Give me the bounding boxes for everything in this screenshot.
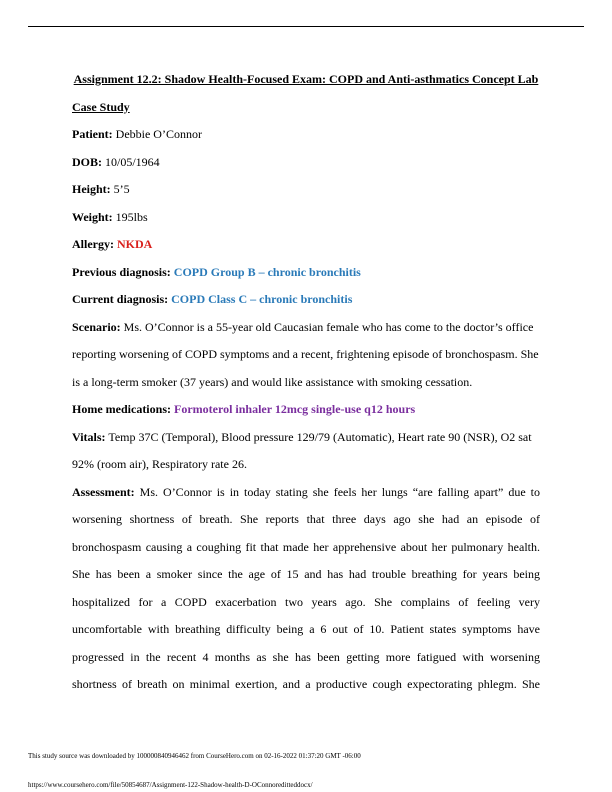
vitals-line-2: 92% (room air), Respiratory rate 26. [72,457,247,471]
home-medications-label: Home medications: [72,402,174,416]
height-line [72,176,540,204]
height-label: Height: [72,182,111,196]
weight-value: 195lbs [112,209,148,224]
current-diagnosis-line [72,286,540,314]
document-title: Assignment 12.2: Shadow Health-Focused Exam: COPD and Anti-asthmatics Concept Lab [73,72,539,86]
current-diagnosis-value: COPD Class C – chronic bronchitis [171,292,353,306]
assessment-line-3: bronchospasm causing a coughing fit that made her apprehensive about her pulmonary health. [72,539,540,554]
patient-value: Debbie O’Connor [112,127,202,141]
assessment-line-5: hospitalized for a COPD exacerbation two years ago. She complains of feeling very [72,594,540,609]
assessment-label: Assessment: [72,484,135,499]
current-diagnosis-label: Current diagnosis: [72,292,172,306]
assessment-line-4: She has been a smoker since the age of 15 and has had trouble breathing for years being [72,567,540,581]
dob-label: DOB: [72,154,102,169]
dob-line [72,149,540,177]
previous-diagnosis-value: COPD Group B – chronic bronchitis [173,264,361,279]
vitals-label: Vitals: [72,429,106,444]
scenario-label: Scenario: [72,319,121,334]
weight-line [72,204,540,232]
height-value: 5’5 [110,182,130,196]
vitals-text-1: Temp 37C (Temporal), Blood pressure 129/79 (Automatic), Heart rate 90 (NSR), O2 sat [105,429,532,444]
scenario-text-1: Ms. O’Connor is a 55-year old Caucasian female who has come to the doctor’s office [120,319,534,334]
dob-value: 10/05/1964 [102,154,160,169]
patient-line [72,121,540,149]
case-study-heading: Case Study [72,99,130,114]
previous-diagnosis-line [72,259,540,287]
assessment-line-6: uncomfortable with breathing difficulty being a 6 out of 10. Patient states symptoms have [72,622,540,636]
footer-url[interactable]: https://www.coursehero.com/file/50854687/Assignment-122-Shadow-health-D-OConnoreditteddocx/ [28,781,313,789]
footer-source-note: This study source was downloaded by 100000840946462 from CourseHero.com on 02-16-2022 01:37:20 GMT -06:00 [28,752,361,760]
vitals-line-1 [72,424,540,452]
home-medications-line [72,396,540,424]
assessment-line-7: progressed in the recent 4 months as she has been getting more fatigued with worsening [72,649,540,664]
assessment-line-2: worsening shortness of breath. She reports that three days ago she had an episode of [72,512,540,526]
allergy-line [72,231,540,259]
allergy-label: Allergy: [72,237,117,251]
previous-diagnosis-label: Previous diagnosis: [72,264,174,279]
home-medications-value: Formoterol inhaler 12mcg single-use q12 hours [173,402,416,416]
top-rule [28,26,584,27]
assessment-line-1 [72,479,540,507]
document-body [72,66,540,699]
assessment-line-8: shortness of breath on minimal exertion, and a productive cough expectorating phlegm. She [72,677,540,691]
scenario-line-2: reporting worsening of COPD symptoms and a recent, frightening episode of bronchospasm. She [72,347,539,361]
allergy-value: NKDA [116,237,153,251]
scenario-line-3: is a long-term smoker (37 years) and would like assistance with smoking cessation. [72,374,473,389]
weight-label: Weight: [72,209,113,224]
scenario-line-1 [72,314,540,342]
patient-label: Patient: [72,127,113,141]
assessment-text-1: Ms. O’Connor is in today stating she feels her lungs “are falling apart” due to [134,484,540,499]
